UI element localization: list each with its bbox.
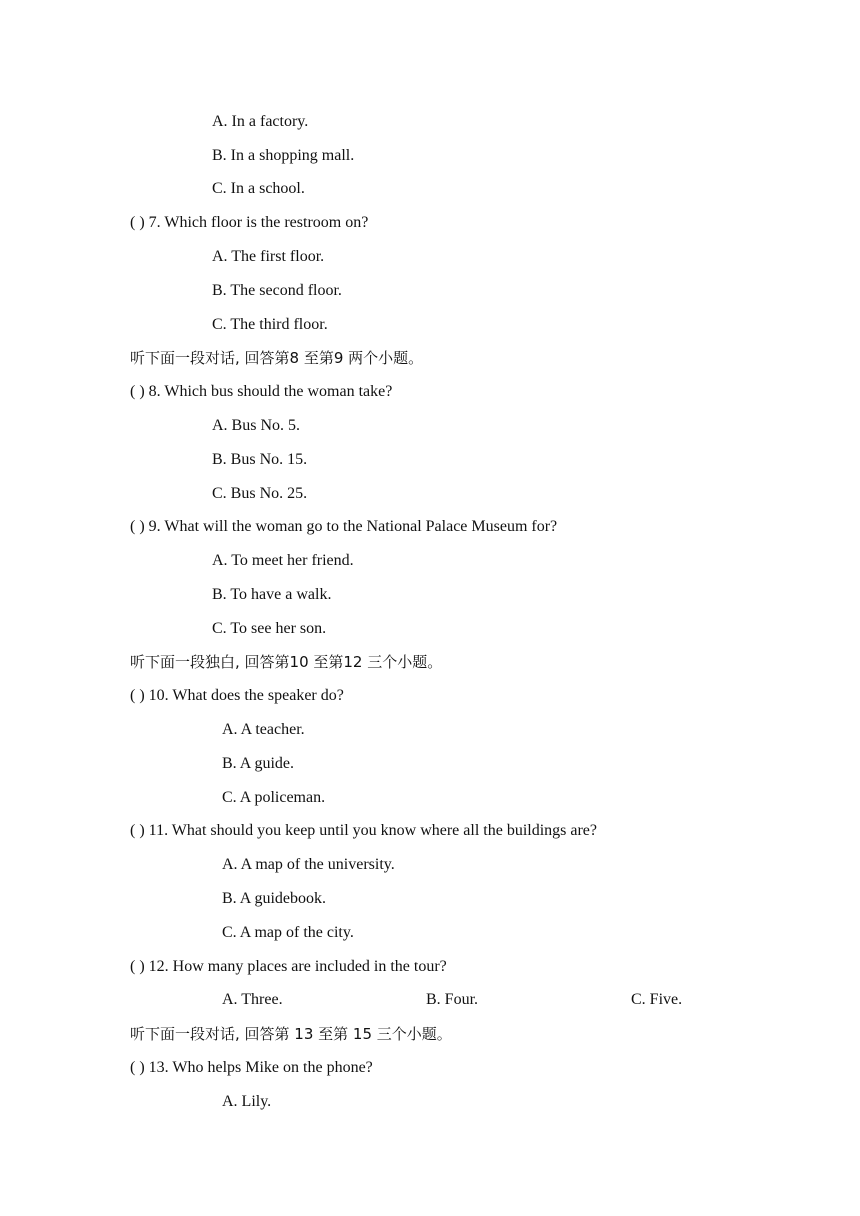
q9-option-a: A. To meet her friend. <box>212 552 354 569</box>
section-heading-8-9: 听下面一段对话, 回答第8 至第9 两个小题。 <box>130 349 424 367</box>
q10-option-c: C. A policeman. <box>222 789 326 806</box>
q6-option-c: C. In a school. <box>212 180 305 197</box>
question-11: ( ) 11. What should you keep until you know where all the buildings are? <box>130 822 598 839</box>
q9-option-c: C. To see her son. <box>212 620 327 637</box>
q12-option-a: A. Three. <box>222 991 283 1008</box>
q6-option-b: B. In a shopping mall. <box>212 147 355 164</box>
q8-option-c: C. Bus No. 25. <box>212 485 308 502</box>
q9-option-b: B. To have a walk. <box>212 586 332 603</box>
question-9: ( ) 9. What will the woman go to the National Palace Museum for? <box>130 518 558 535</box>
section-heading-10-12: 听下面一段独白, 回答第10 至第12 三个小题。 <box>130 653 443 671</box>
q11-option-b: B. A guidebook. <box>222 890 327 907</box>
q8-option-a: A. Bus No. 5. <box>212 417 301 434</box>
q8-option-b: B. Bus No. 15. <box>212 451 308 468</box>
q12-option-b: B. Four. <box>426 991 479 1008</box>
q7-option-c: C. The third floor. <box>212 316 328 333</box>
q10-option-a: A. A teacher. <box>222 721 305 738</box>
question-10: ( ) 10. What does the speaker do? <box>130 687 344 704</box>
q12-option-c: C. Five. <box>631 991 683 1008</box>
question-13: ( ) 13. Who helps Mike on the phone? <box>130 1059 373 1076</box>
question-8: ( ) 8. Which bus should the woman take? <box>130 383 393 400</box>
question-7: ( ) 7. Which floor is the restroom on? <box>130 214 369 231</box>
q11-option-a: A. A map of the university. <box>222 856 395 873</box>
q6-option-a: A. In a factory. <box>212 113 309 130</box>
section-heading-13-15: 听下面一段对话, 回答第 13 至第 15 三个小题。 <box>130 1025 452 1043</box>
q7-option-a: A. The first floor. <box>212 248 325 265</box>
question-12: ( ) 12. How many places are included in the tour? <box>130 958 447 975</box>
q13-option-a: A. Lily. <box>222 1093 272 1110</box>
q11-option-c: C. A map of the city. <box>222 924 354 941</box>
q10-option-b: B. A guide. <box>222 755 295 772</box>
q7-option-b: B. The second floor. <box>212 282 342 299</box>
